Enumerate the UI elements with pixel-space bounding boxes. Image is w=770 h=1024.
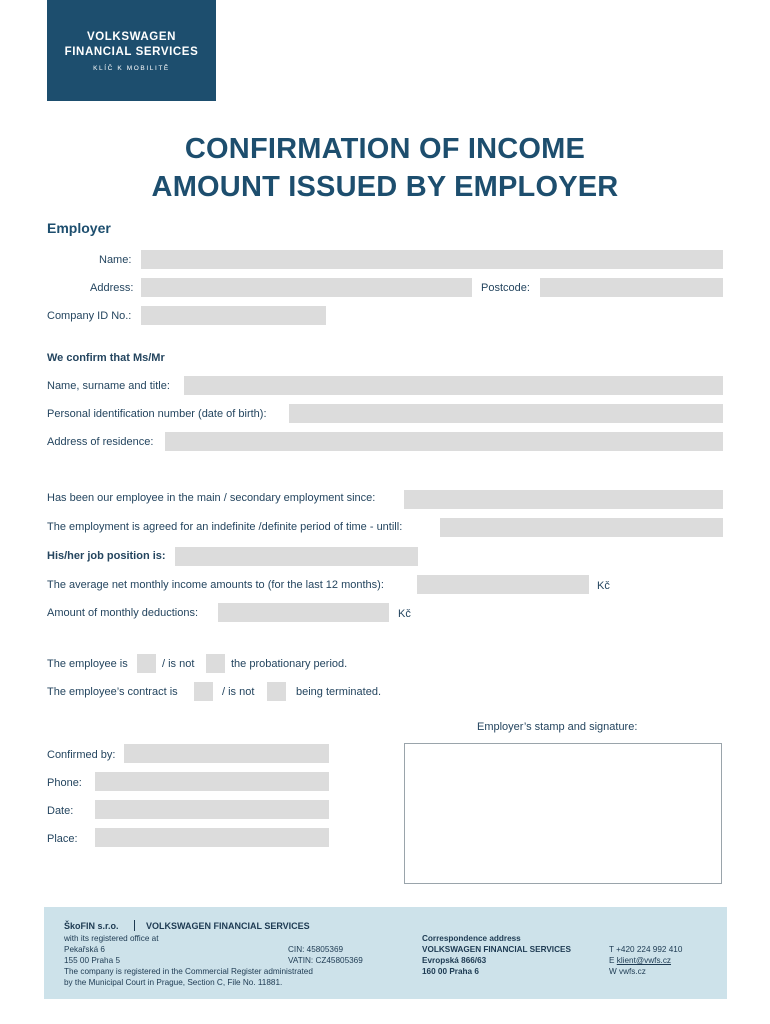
phone-field[interactable] <box>95 772 329 791</box>
footer-separator <box>134 920 135 931</box>
footer-email-prefix: E <box>609 956 615 965</box>
contract-middle: / is not <box>222 686 255 698</box>
footer-corr-street: Evropská 866/63 <box>422 956 487 965</box>
footer-email-line <box>609 956 671 967</box>
stamp-label: Employer’s stamp and signature: <box>477 721 638 733</box>
logo-line-2: FINANCIAL SERVICES <box>64 46 199 58</box>
company-logo <box>47 0 216 101</box>
logo-line-1: VOLKSWAGEN <box>86 31 177 43</box>
employer-address-field[interactable] <box>141 278 472 297</box>
income-currency: Kč <box>597 580 610 592</box>
probation-suffix: the probationary period. <box>231 658 348 670</box>
postcode-field[interactable] <box>540 278 723 297</box>
income-label: The average net monthly income amounts to (for the last 12 months): <box>47 579 384 591</box>
deductions-label: Amount of monthly deductions: <box>47 607 199 619</box>
confirm-heading: We confirm that Ms/Mr <box>47 352 165 364</box>
contract-is-checkbox[interactable] <box>194 682 213 701</box>
pin-label: Personal identification number (date of birth): <box>47 408 267 420</box>
employment-since-label: Has been our employee in the main / secondary employment since: <box>47 492 376 504</box>
logo-tagline: KLÍČ K MOBILITĚ <box>93 65 170 72</box>
probation-prefix: The employee is <box>47 658 128 670</box>
postcode-label: Postcode: <box>481 282 530 294</box>
footer-office-line: with its registered office at <box>64 934 159 943</box>
contract-is-not-checkbox[interactable] <box>267 682 286 701</box>
employee-name-field[interactable] <box>184 376 723 395</box>
footer-email-link[interactable]: klient@vwfs.cz <box>616 956 672 965</box>
employer-name-field[interactable] <box>141 250 723 269</box>
employer-heading: Employer <box>47 220 111 236</box>
contract-suffix: being terminated. <box>296 686 381 698</box>
place-field[interactable] <box>95 828 329 847</box>
footer-register-1: The company is registered in the Commercial Register administrated <box>64 967 313 976</box>
company-id-field[interactable] <box>141 306 326 325</box>
date-label: Date: <box>47 805 74 817</box>
title-line-2: AMOUNT ISSUED BY EMPLOYER <box>151 171 619 203</box>
place-label: Place: <box>47 833 78 845</box>
footer-street: Pekařská 6 <box>64 945 105 954</box>
employment-period-field[interactable] <box>440 518 723 537</box>
footer-brand: VOLKSWAGEN FINANCIAL SERVICES <box>146 921 310 931</box>
employment-period-label: The employment is agreed for an indefinite /definite period of time - untill: <box>47 521 403 533</box>
footer <box>44 907 727 999</box>
stamp-signature-box[interactable] <box>404 743 722 884</box>
employment-since-field[interactable] <box>404 490 723 509</box>
probation-middle: / is not <box>162 658 195 670</box>
deductions-currency: Kč <box>398 608 411 620</box>
footer-vatin: VATIN: CZ45805369 <box>288 956 363 965</box>
employer-address-label: Address: <box>90 282 134 294</box>
footer-web[interactable]: W vwfs.cz <box>609 967 646 976</box>
residence-field[interactable] <box>165 432 723 451</box>
title-line-1: CONFIRMATION OF INCOME <box>184 133 586 165</box>
confirmed-by-label: Confirmed by: <box>47 749 116 761</box>
footer-corr-heading: Correspondence address <box>422 934 521 943</box>
probation-is-checkbox[interactable] <box>137 654 156 673</box>
footer-company: ŠkoFIN s.r.o. <box>64 921 119 931</box>
income-field[interactable] <box>417 575 589 594</box>
pin-field[interactable] <box>289 404 723 423</box>
footer-cin: CIN: 45805369 <box>288 945 344 954</box>
footer-register-2: by the Municipal Court in Prague, Section C, File No. 11881. <box>64 978 283 987</box>
job-position-field[interactable] <box>175 547 418 566</box>
company-id-label: Company ID No.: <box>47 310 132 322</box>
footer-phone: T +420 224 992 410 <box>609 945 683 954</box>
footer-city: 155 00 Praha 5 <box>64 956 120 965</box>
phone-label: Phone: <box>47 777 82 789</box>
probation-is-not-checkbox[interactable] <box>206 654 225 673</box>
job-position-label: His/her job position is: <box>47 550 166 562</box>
employee-name-label: Name, surname and title: <box>47 380 170 392</box>
deductions-field[interactable] <box>218 603 389 622</box>
footer-corr-city: 160 00 Praha 6 <box>422 967 479 976</box>
date-field[interactable] <box>95 800 329 819</box>
employer-name-label: Name: <box>99 254 132 266</box>
footer-corr-company: VOLKSWAGEN FINANCIAL SERVICES <box>422 945 571 954</box>
confirmed-by-field[interactable] <box>124 744 329 763</box>
contract-prefix: The employee’s contract is <box>47 686 178 698</box>
document-title <box>0 130 770 206</box>
residence-label: Address of residence: <box>47 436 154 448</box>
